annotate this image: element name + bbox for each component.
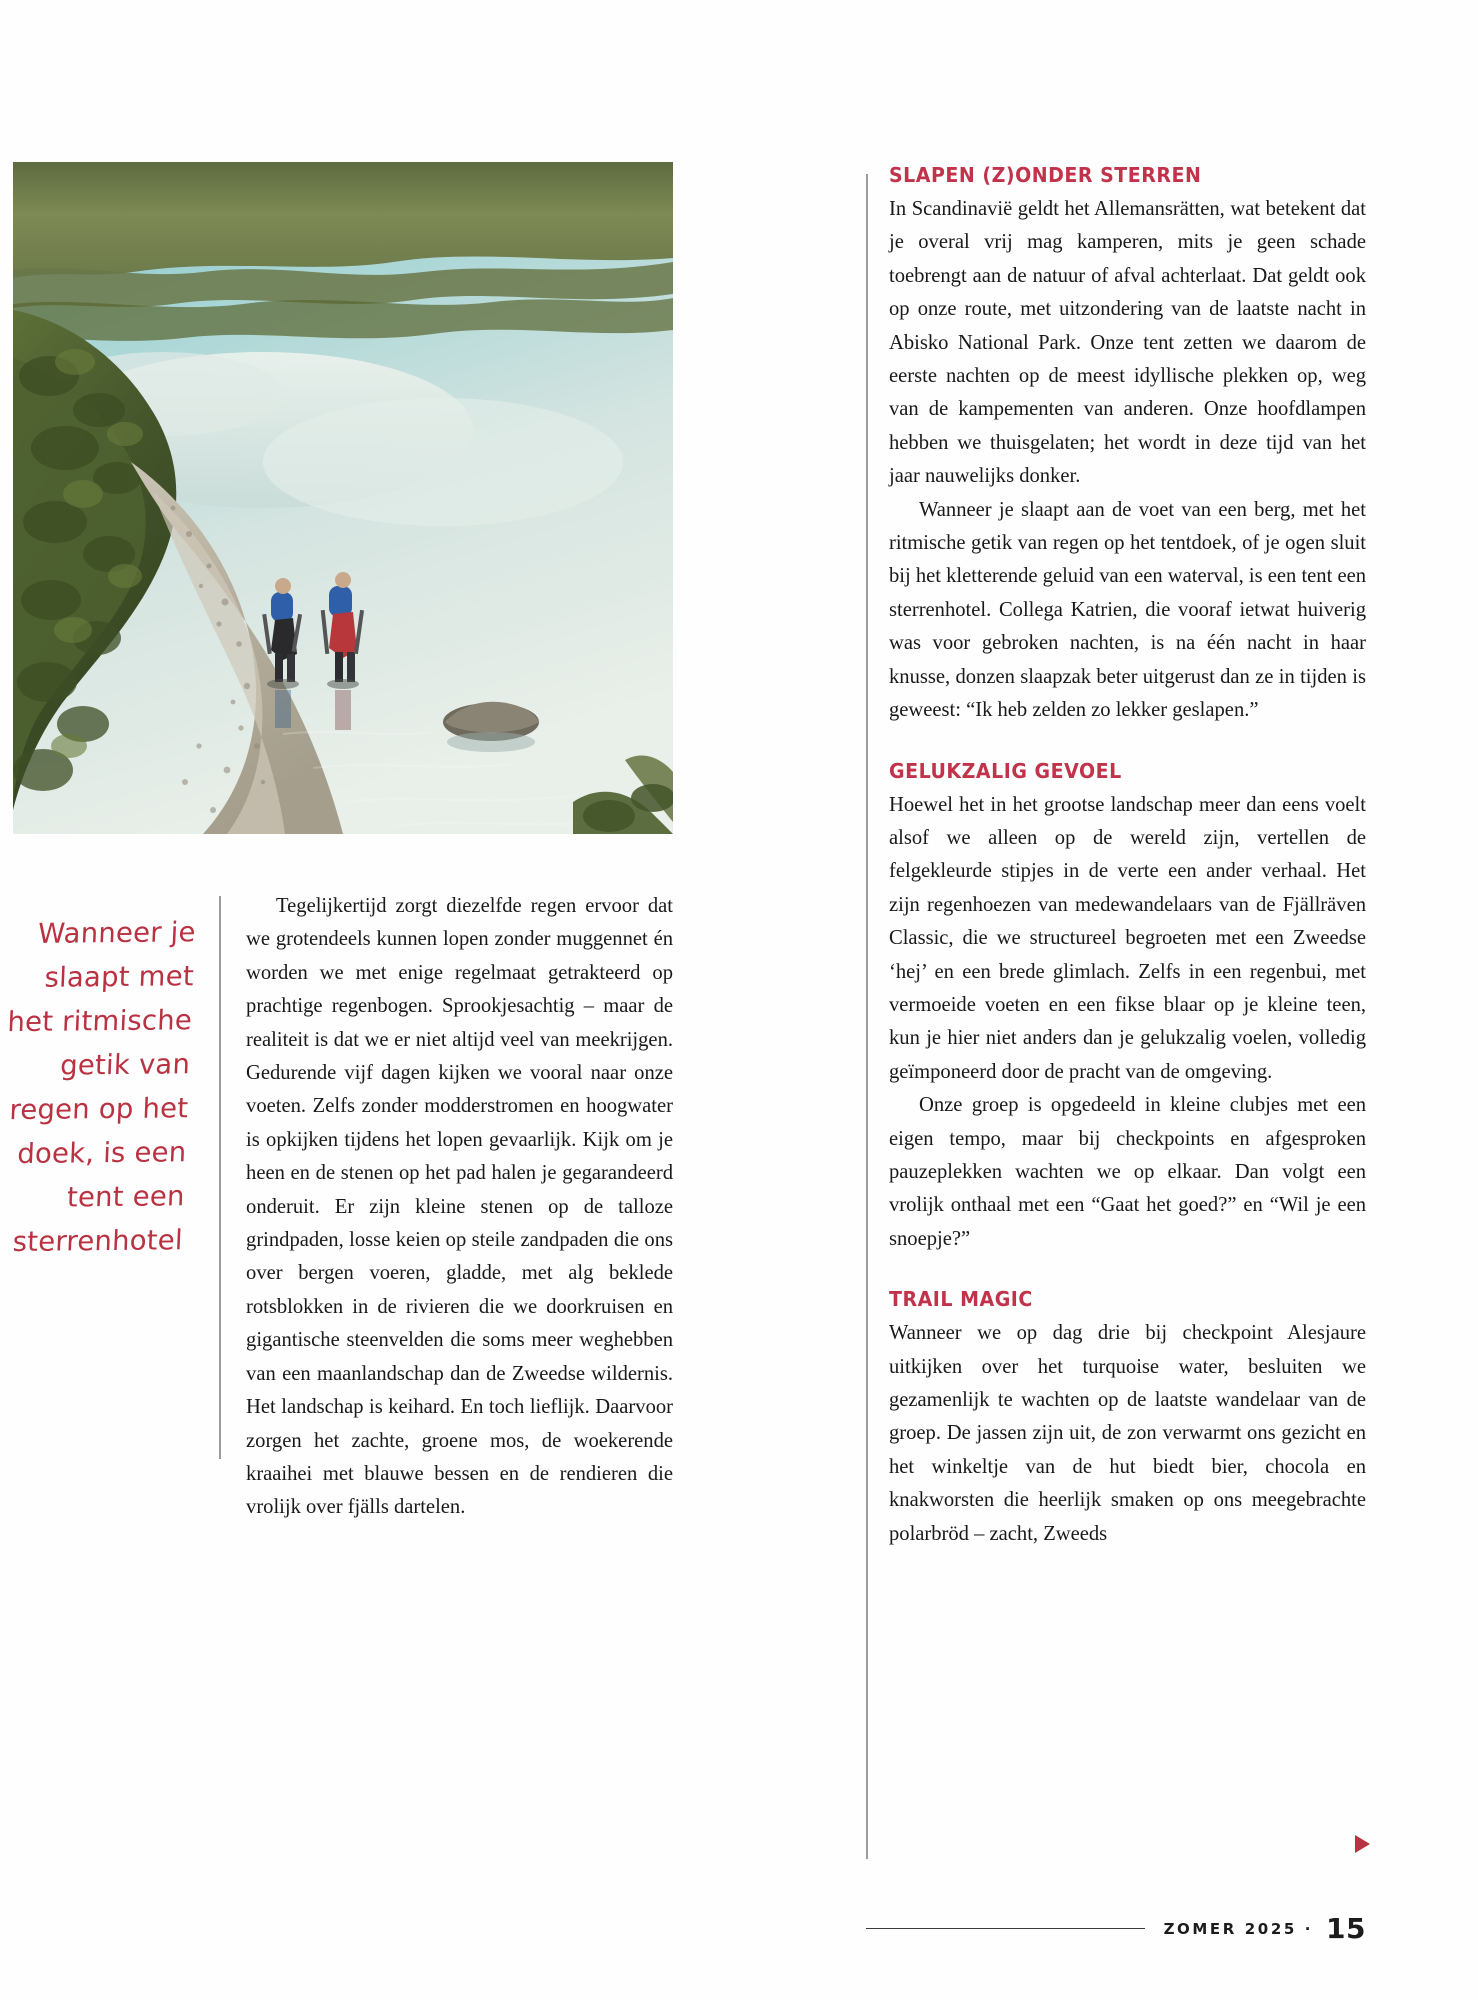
pull-quote-line: slaapt met <box>43 960 195 994</box>
continuation-arrow-icon <box>1355 1835 1370 1853</box>
pull-quote-line: Wanneer je <box>37 916 197 950</box>
issue-label: ZOMER 2025 · <box>1163 1919 1314 1938</box>
column-divider-right <box>866 174 868 1859</box>
body-paragraph: Tegelijkertijd zorgt diezelfde regen ervoor dat we grotendeels kunnen lopen zonder muggennet én worden we met enige regelmaat getrakteerd op prachtige regenbogen. Sprookjesachtig – maar de realiteit is dat we er niet altijd veel van meekrijgen. Gedurende vijf dagen kijken we vooral naar onze voeten. Zelfs zonder modderstromen en hoogwater is opkijken tijdens het lopen gevaarlijk. Kijk om je heen en de stenen op het pad halen je gegarandeerd onderuit. Er zijn kleine stenen op de talloze grindpaden, losse keien op steile zandpaden die ons over bergen voeren, gladde, met alg beklede rotsblokken in de rivieren die we doorkruisen en gigantische steenvelden die soms meer weghebben van een maanlandschap dan de Zweedse wildernis. Het landschap is keihard. En toch lieflijk. Daarvoor zorgen het zachte, groene mos, de woekerende kraaihei met blauwe bessen en de rendieren die vrolijk over fjälls dartelen. <box>246 895 673 1519</box>
section-spacer <box>889 1256 1366 1286</box>
left-column-body <box>221 890 673 1525</box>
pull-quote-line: het ritmische <box>6 1004 193 1039</box>
lower-left-block <box>6 890 673 1519</box>
hikers-crossing-turquoise-lake-photo <box>13 162 673 834</box>
page-number: 15 <box>1326 1912 1366 1945</box>
body-paragraph: Wanneer we op dag drie bij checkpoint Alesjaure uitkijken over het turquoise water, besluiten we gezamenlijk te wachten op de laatste wandelaar van de groep. De jassen zijn uit, de zon verwarmt ons gezicht en het winkeltje van de hut biedt bier, chocola en knakworsten die heerlijk smaken op ons meegebrachte polarbröd – zacht, Zweeds <box>889 1322 1366 1545</box>
page-footer <box>866 1912 1366 1945</box>
body-paragraph: Hoewel het in het grootse landschap meer dan eens voelt alsof we alleen op de wereld zijn, vertellen de felgekleurde stipjes in de verte een ander verhaal. Het zijn regenhoezen van medewandelaars van de Fjällräven Classic, die we structureel begroeten met een Zweedse ‘hej’ en een brede glimlach. Zelfs in een regenbui, met vermoeide voeten en een fikse blaar op je kleine teen, kun je hier niet anders dan je gelukzalig voelen, volledig geïmponeerd door de pracht van de omgeving. <box>889 793 1366 1083</box>
section-heading-trail-magic: TRAIL MAGIC <box>889 1287 1033 1312</box>
pull-quote-line: sterrenhotel <box>12 1224 184 1258</box>
section-spacer <box>889 728 1366 758</box>
section-body-trail-magic <box>889 1317 1366 1551</box>
pull-quote-line: tent een <box>66 1180 186 1214</box>
pull-quote-line: regen op het <box>8 1092 189 1127</box>
pull-quote-line: getik van <box>59 1048 191 1082</box>
pull-quote <box>0 890 219 1264</box>
body-paragraph: In Scandinavië geldt het Allemansrätten, wat betekent dat je overal vrij mag kamperen, mits je geen schade toebrengt aan de natuur of afval achterlaat. Dat geldt ook op onze route, met uitzondering van de laatste nacht in Abisko National Park. Onze tent zetten we daarom de eerste nachten op de meest idyllische plekken op, weg van de kampementen van anderen. Onze hoofdlampen hebben we thuisgelaten; het wordt in deze tijd van het jaar nauwelijks donker. <box>889 198 1366 488</box>
section-heading-gelukzalig-gevoel: GELUKZALIG GEVOEL <box>889 758 1122 783</box>
body-paragraph: Wanneer je slaapt aan de voet van een berg, met het ritmische getik van regen op het tentdoek, of je ogen sluit bij het kletterende geluid van een waterval, is een tent een sterrenhotel. Collega Katrien, die vooraf ietwat huiverig was voor gebroken nachten, is na één nacht in haar knusse, donzen slaapzak beter uitgerust dan ze in tijden is geweest: “Ik heb zelden zo lekker geslapen.” <box>889 498 1366 722</box>
right-column <box>866 162 1366 1862</box>
footer-divider <box>866 1928 1145 1929</box>
section-body-slapen-zonder-sterren <box>889 193 1366 728</box>
section-heading-slapen-zonder-sterren: SLAPEN (Z)ONDER STERREN <box>889 163 1202 187</box>
pull-quote-line: doek, is een <box>16 1136 188 1170</box>
section-body-gelukzalig-gevoel <box>889 789 1366 1257</box>
body-paragraph: Onze groep is opgedeeld in kleine clubjes met een eigen tempo, maar bij checkpoints en afgesproken pauzeplekken wachten we op elkaar. Dan volgt een vrolijk onthaal met een “Gaat het goed?” en “Wil je een snoepje?” <box>889 1094 1366 1250</box>
photo-illustration <box>13 162 673 834</box>
